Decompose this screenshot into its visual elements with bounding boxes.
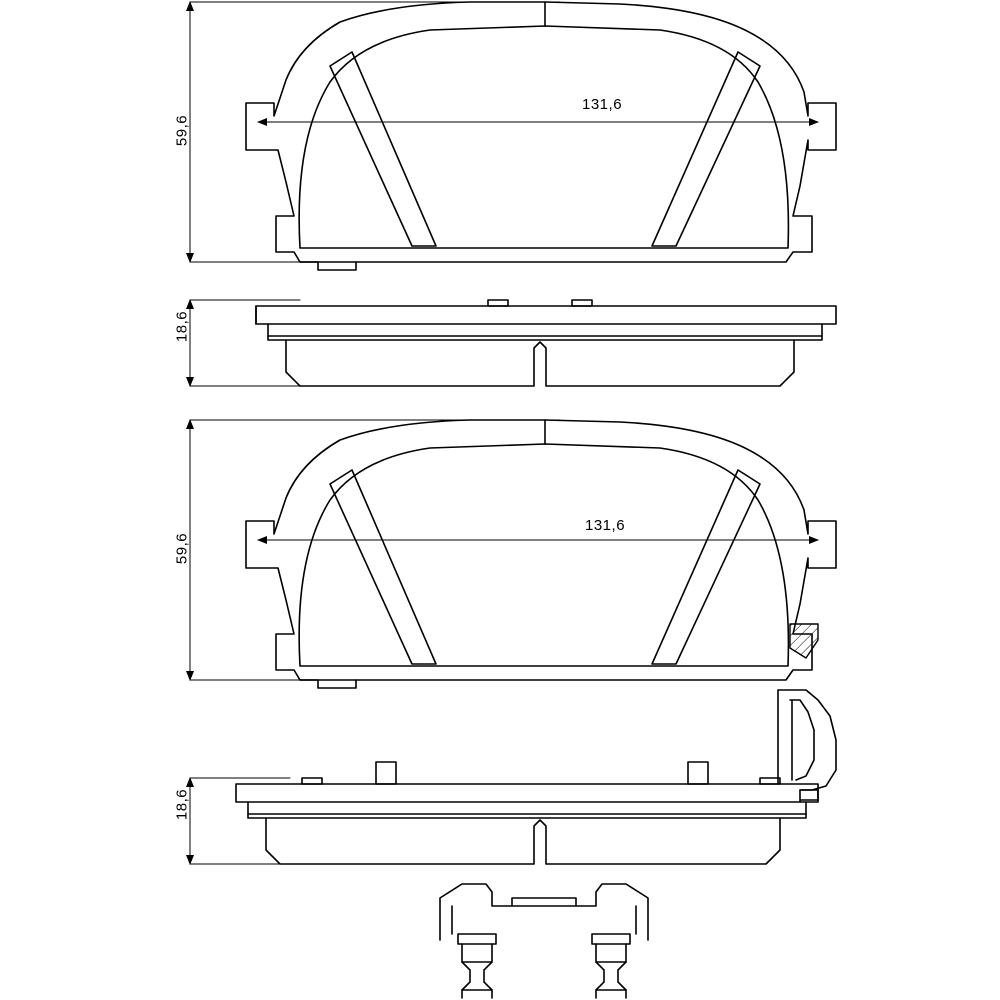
dim-label-pad2-thickness: 18,6	[173, 788, 191, 821]
dim-thickness-view2	[190, 300, 306, 386]
dim-label-pad1-thickness: 18,6	[173, 310, 191, 343]
retaining-clip-view	[440, 884, 648, 998]
dim-label-pad1-height: 59,6	[173, 114, 191, 147]
outer-pad-side-view	[256, 300, 836, 386]
dim-label-pad1-width: 131,6	[582, 96, 623, 113]
inner-pad-side-view	[236, 690, 836, 864]
dim-label-pad2-width: 131,6	[585, 517, 626, 534]
dim-thickness-view4	[190, 778, 290, 864]
inner-pad-front-view	[246, 420, 836, 688]
outer-pad-front-view	[246, 2, 836, 270]
dim-label-pad2-height: 59,6	[173, 532, 191, 565]
